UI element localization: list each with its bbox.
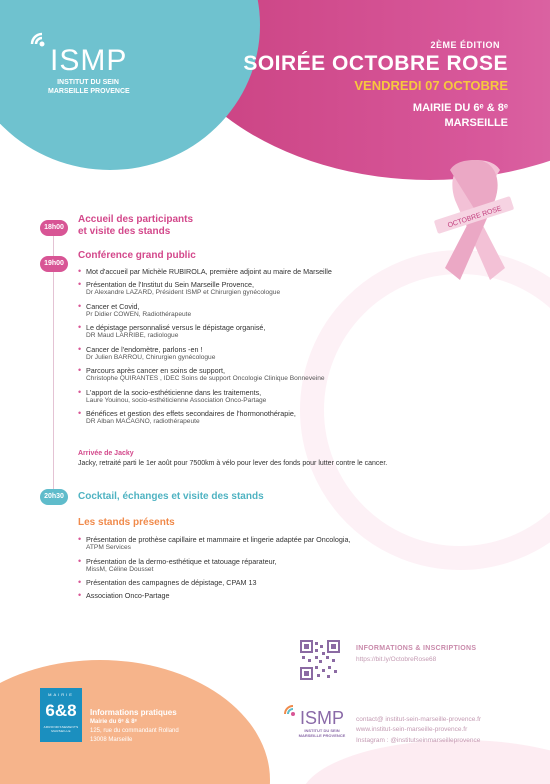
- item-speaker: DR Alban MACAGNO, radiothérapeute: [86, 418, 200, 425]
- time-badge-20h30: 20h30: [40, 489, 68, 505]
- accueil-line1: Accueil des participants: [78, 214, 194, 225]
- time-badge-18h00: 18h00: [40, 220, 68, 236]
- practical-city: 13008 Marseille: [90, 737, 133, 743]
- item-sub: MissM, Céline Dousset: [86, 565, 154, 573]
- conference-list: [78, 267, 332, 431]
- list-item: [78, 345, 332, 363]
- logo2-subtitle: [294, 728, 350, 738]
- item-speaker: Pr Didier COWEN, Radiothérapeute: [86, 310, 192, 318]
- item-title: • Cancer et Covid,: [86, 301, 140, 311]
- section-title-accueil: [78, 214, 193, 238]
- mairie-6-8-logo: [40, 688, 82, 742]
- list-item: [78, 557, 351, 575]
- logo-text: ISMP: [50, 44, 128, 77]
- logo2-text: ISMP: [300, 708, 345, 728]
- event-title: SOIRÉE OCTOBRE ROSE: [243, 52, 508, 75]
- time-badge-19h00: 19h00: [40, 256, 68, 272]
- practical-info-title: Informations pratiques: [90, 708, 177, 717]
- ismp-logo-footer: [282, 700, 352, 750]
- logo-sub-line2: MARSEILLE PROVENCE: [48, 88, 130, 95]
- arrivee-text: Jacky, retraité parti le 1er août pour 7500km à vélo pour lever des fonds pour lutter contre le cancer.: [78, 460, 388, 467]
- item-title: • Mot d'accueil par Michèle RUBIROLA, première adjoint au maire de Marseille: [86, 267, 332, 276]
- event-date: VENDREDI 07 OCTOBRE: [354, 78, 508, 93]
- item-speaker: Laure Youinou, socio-esthéticienne Association Onco-Partage: [86, 396, 267, 404]
- event-venue: [243, 101, 508, 131]
- list-item: [78, 591, 351, 600]
- item-title: • Parcours après cancer en soins de support,: [86, 366, 226, 375]
- title-block: [243, 40, 508, 131]
- item-speaker: DR Maud LARRIBE, radiologue: [86, 332, 179, 339]
- item-title: • L'apport de la socio-esthéticienne dans les traitements,: [86, 387, 262, 397]
- list-item: [78, 323, 332, 341]
- list-item: [78, 535, 351, 553]
- contact-website-link[interactable]: www.institut-sein-marseille-provence.fr: [356, 726, 468, 733]
- item-title: • Présentation de la dermo-esthétique et tatouage réparateur,: [86, 556, 277, 566]
- practical-place: Mairie du 6ᵉ & 8ᵉ: [90, 719, 137, 725]
- stands-heading: Les stands présents: [78, 517, 175, 528]
- item-sub: ATPM Services: [86, 544, 131, 551]
- venue-line2: MARSEILLE: [444, 117, 508, 129]
- timeline-line: [53, 236, 54, 256]
- pink-ribbon-icon: [420, 150, 530, 300]
- stands-list: [78, 535, 351, 604]
- badge-mairie: MAIRIE: [48, 692, 74, 697]
- item-speaker: Christophe QUIRANTES , IDEC Soins de support Oncologie Clinique Bonneveine: [86, 375, 325, 382]
- header-teal-shape: [0, 0, 260, 170]
- info-url-link[interactable]: https://bit.ly/OctobreRose68: [356, 656, 437, 663]
- list-item: [78, 302, 332, 320]
- item-title: • Présentation de prothèse capillaire et mammaire et lingerie adaptée par Oncologia,: [86, 535, 351, 544]
- item-title: • Le dépistage personnalisé versus le dépistage organisé,: [86, 323, 266, 332]
- accueil-line2: et visite des stands: [78, 226, 171, 237]
- timeline-line: [53, 272, 54, 490]
- list-item: [78, 366, 332, 384]
- venue-line1: MAIRIE DU 6ᵉ & 8ᵉ: [412, 102, 508, 114]
- item-title: • Cancer de l'endomètre, parlons -en !: [86, 344, 203, 354]
- list-item: [78, 578, 351, 587]
- section-title-cocktail: Cocktail, échanges et visite des stands: [78, 491, 264, 502]
- logo-signal-icon: [282, 702, 302, 722]
- contact-email-link[interactable]: contact@ institut-sein-marseille-provence.fr: [356, 716, 482, 723]
- logo2-sub-line2: MARSEILLE PROVENCE: [298, 733, 346, 738]
- qr-code-icon[interactable]: [300, 640, 340, 680]
- list-item: [78, 388, 332, 406]
- item-speaker: Dr Julien BARROU, Chirurgien gynécologue: [86, 353, 216, 361]
- section-title-conference: Conférence grand public: [78, 250, 196, 261]
- edition-label: 2ÈME ÉDITION: [430, 40, 500, 50]
- practical-address: 125, rue du commandant Rolland: [90, 728, 179, 734]
- list-item: [78, 267, 332, 276]
- info-title: INFORMATIONS & INSCRIPTIONS: [356, 645, 477, 652]
- logo-sub-line1: INSTITUT DU SEIN: [57, 79, 119, 86]
- item-title: • Présentation de l'Institut du Sein Marseille Provence,: [86, 280, 254, 289]
- badge-number: 6&8: [45, 701, 77, 720]
- item-title: • Association Onco-Partage: [86, 591, 170, 600]
- item-title: • Présentation des campagnes de dépistage, CPAM 13: [86, 578, 257, 587]
- list-item: [78, 409, 332, 427]
- badge-sub: ARRONDISSEMENTS MARSEILLE: [43, 725, 79, 733]
- logo2-sub-line1: INSTITUT DU SEIN: [304, 728, 340, 733]
- item-title: • Bénéfices et gestion des effets secondaires de l'hormonothérapie,: [86, 409, 296, 418]
- contact-instagram-link[interactable]: Instagram : @institutseinmarseilleprovence: [356, 737, 481, 744]
- list-item: [78, 280, 332, 298]
- arrivee-title: Arrivée de Jacky: [78, 450, 134, 457]
- ribbon-label: OCTOBRE ROSE: [446, 205, 503, 230]
- item-speaker: Dr Alexandre LAZARD, Président ISMP et Chirurgien gynécologue: [86, 289, 281, 296]
- logo-subtitle: [48, 78, 128, 96]
